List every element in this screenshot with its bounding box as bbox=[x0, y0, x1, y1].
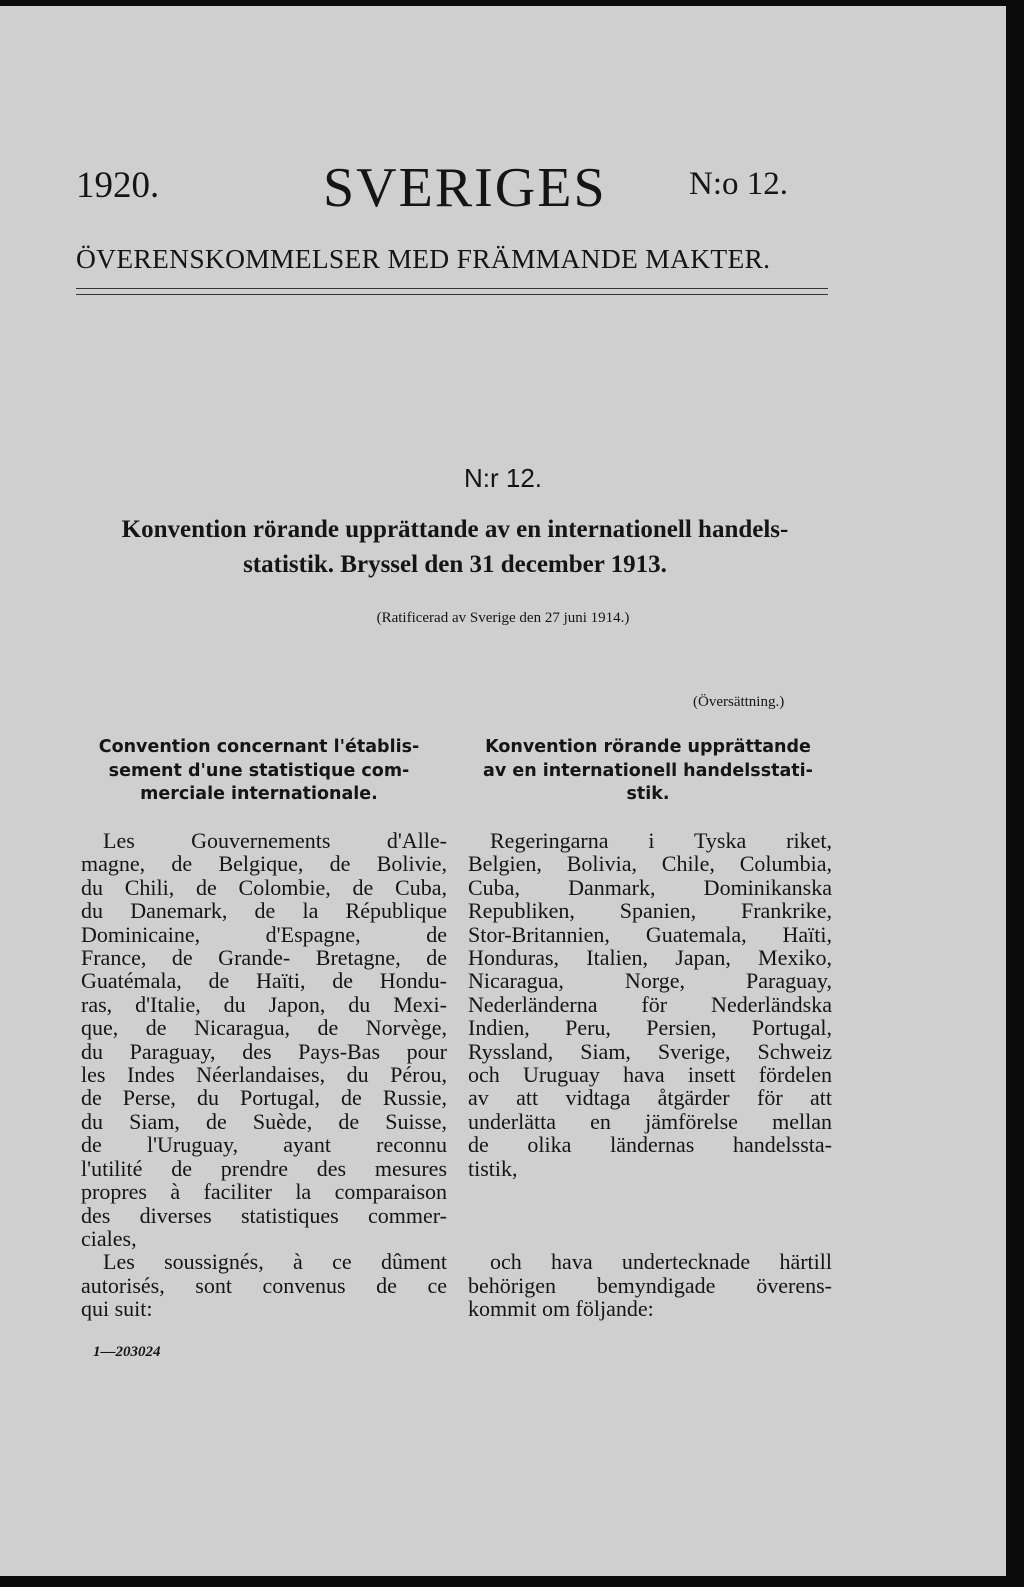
text-line: kommit om följande: bbox=[468, 1296, 654, 1322]
text-line: Honduras, Italien, Japan, Mexiko, bbox=[468, 945, 832, 971]
treaty-title-line: statistik. Bryssel den 31 december 1913. bbox=[243, 551, 667, 578]
header-number: N:o 12. bbox=[689, 166, 788, 202]
text-line: tistik, bbox=[468, 1155, 518, 1181]
section-title: ÖVERENSKOMMELSER MED FRÄMMANDE MAKTER. bbox=[76, 243, 771, 274]
text-line: que, de Nicaragua, de Norvège, bbox=[81, 1015, 447, 1041]
text-line: du Siam, de Suède, de Suisse, bbox=[81, 1108, 447, 1134]
translation-note: (Översättning.) bbox=[693, 694, 785, 710]
ratification-note: (Ratificerad av Sverige den 27 juni 1914.) bbox=[376, 610, 630, 626]
heading-line: Konvention rörande upprättande bbox=[485, 737, 811, 757]
text-line: underlätta en jämförelse mellan bbox=[468, 1108, 832, 1134]
text-line: magne, de Belgique, de Bolivie, bbox=[81, 851, 447, 877]
text-line: behörigen bemyndigade överens- bbox=[468, 1272, 832, 1298]
treaty-title bbox=[70, 512, 840, 582]
heading-line: av en internationell handelsstati- bbox=[483, 760, 813, 781]
text-line: les Indes Néerlandaises, du Pérou, bbox=[81, 1062, 447, 1088]
right-column-text bbox=[468, 829, 832, 1320]
text-line: du Danemark, de la République bbox=[81, 898, 447, 924]
text-line: ciales, bbox=[81, 1225, 137, 1251]
header-country: SVERIGES bbox=[323, 157, 607, 219]
text-line: Les Gouvernements d'Alle- bbox=[103, 828, 447, 853]
text-line: Stor-Britannien, Guatemala, Haïti, bbox=[468, 921, 832, 947]
header-rule-bottom bbox=[76, 294, 828, 295]
text-line: l'utilité de prendre des mesures bbox=[81, 1155, 447, 1181]
text-line: Ryssland, Siam, Sverige, Schweiz bbox=[468, 1038, 832, 1064]
text-line: Regeringarna i Tyska riket, bbox=[490, 828, 832, 853]
text-line: autorisés, sont convenus de ce bbox=[81, 1272, 447, 1298]
text-line: France, de Grande- Bretagne, de bbox=[81, 945, 447, 971]
left-column-heading bbox=[76, 736, 442, 807]
header-rule-top bbox=[76, 288, 828, 289]
text-line: Les soussignés, à ce dûment bbox=[103, 1249, 447, 1275]
left-column-text bbox=[81, 829, 447, 1321]
document-page bbox=[0, 6, 1006, 1576]
heading-line: Convention concernant l'établis- bbox=[98, 737, 420, 757]
text-line: de l'Uruguay, ayant reconnu bbox=[81, 1132, 447, 1158]
text-line: du Chili, de Colombie, de Cuba, bbox=[81, 874, 447, 900]
text-line: Republiken, Spanien, Frankrike, bbox=[468, 898, 832, 924]
text-line: Guatémala, de Haïti, de Hondu- bbox=[81, 968, 447, 994]
text-line: Nicaragua, Norge, Paraguay, bbox=[468, 968, 832, 994]
text-line: du Paraguay, des Pays-Bas pour bbox=[81, 1038, 447, 1064]
treaty-number: N:r 12. bbox=[464, 463, 543, 493]
text-line: och Uruguay hava insett fördelen bbox=[468, 1062, 832, 1088]
heading-line: sement d'une statistique com- bbox=[108, 760, 410, 781]
text-line: de Perse, du Portugal, de Russie, bbox=[81, 1085, 447, 1111]
treaty-title-line: Konvention rörande upprättande av en internationell handels- bbox=[121, 516, 789, 543]
text-line: de olika ländernas handelssta- bbox=[468, 1132, 832, 1158]
heading-line: merciale internationale. bbox=[140, 784, 378, 804]
text-line: Nederländerna för Nederländska bbox=[468, 991, 832, 1017]
text-line: ras, d'Italie, du Japon, du Mexi- bbox=[81, 991, 447, 1017]
text-line: Cuba, Danmark, Dominikanska bbox=[468, 874, 832, 900]
text-line: Indien, Peru, Persien, Portugal, bbox=[468, 1015, 832, 1041]
text-line: qui suit: bbox=[81, 1296, 153, 1322]
text-line: des diverses statistiques commer- bbox=[81, 1202, 447, 1228]
text-line: och hava undertecknade härtill bbox=[490, 1249, 832, 1275]
heading-line: stik. bbox=[626, 784, 670, 804]
print-number: 1—203024 bbox=[93, 1344, 161, 1360]
right-column-heading bbox=[466, 736, 830, 807]
header-year: 1920. bbox=[76, 165, 160, 206]
text-line: Belgien, Bolivia, Chile, Columbia, bbox=[468, 851, 832, 877]
text-line: Dominicaine, d'Espagne, de bbox=[81, 921, 447, 947]
text-line: propres à faciliter la comparaison bbox=[81, 1179, 447, 1205]
text-line: av att vidtaga åtgärder för att bbox=[468, 1085, 832, 1111]
